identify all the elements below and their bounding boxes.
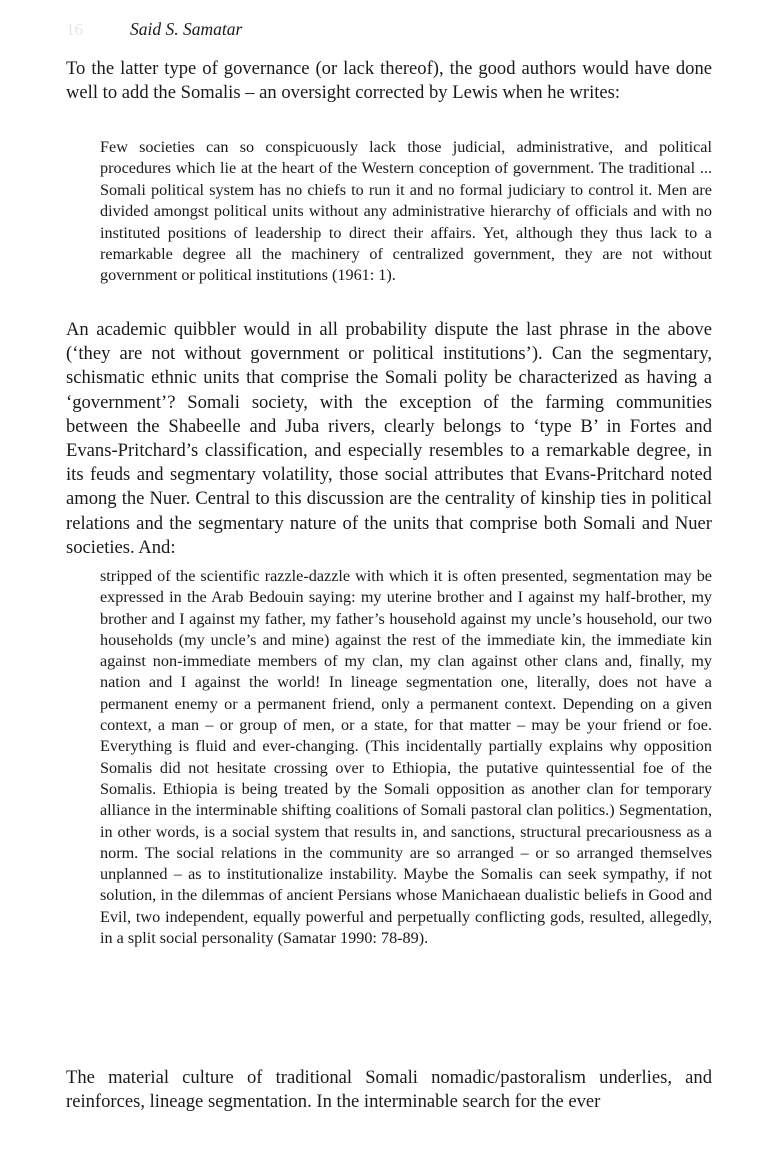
running-head-author: Said S. Samatar: [130, 19, 243, 39]
page-number: 16: [66, 20, 83, 39]
block-quote: stripped of the scientific razzle-dazzle with which it is often presented, segmentation may be expressed in the Arab Bedouin saying: my uterine brother and I against my half-brother, my brother and I against my father, my father’s household against my uncle’s household, our two households (my uncle’s and mine) against the rest of the immediate kin, the immediate kin against non-immediate members of my clan, my clan against other clans and, finally, my nation and I against the world! In lineage segmentation one, literally, does not have a permanent enemy or a permanent friend, only a permanent context. Depending on a given context, a man – or group of men, or a state, for that matter – may be your friend or foe. Everything is fluid and ever-changing. (This incidentally partially explains why opposition Somalis did not hesitate crossing over to Ethiopia, the putative quintessential foe of the Somalis. Ethiopia is being treated by the Somali opposition as another clan for temporary alliance in the interminable shifting coalitions of Somali pastoral clan politics.) Segmentation, in other words, is a social system that results in, and sanctions, structural precariousness as a norm. The social relations in the community are so arranged – or so arranged themselves unplanned – as to institutionalize instability. Maybe the Somalis can seek sympathy, if not solution, in the dilemmas of ancient Persians whose Manichaean dualistic beliefs in Good and Evil, two independent, equally powerful and perpetually conflicting gods, resulted, allegedly, in a split social personality (Samatar 1990: 78-89).: [100, 567, 712, 948]
block-quote: Few societies can so conspicuously lack those judicial, administrative, and political procedures which lie at the heart of the Western conception of government. The traditional ... Somali political system has no chiefs to run it and no formal judiciary to control it. Men are divided amongst political units without any administrative hierarchy of officials and with no instituted positions of leadership to direct their affairs. Yet, although they thus lack to a remarkable degree all the machinery of centralized government, they are not without government or political institutions (1961: 1).: [100, 138, 712, 285]
body-paragraph: The material culture of traditional Somali nomadic/pastoralism underlies, and reinforces, lineage segmentation. In the interminable search for the ever: [66, 1067, 712, 1113]
body-paragraph: To the latter type of governance (or lack thereof), the good authors would have done well to add the Somalis – an oversight corrected by Lewis when he writes:: [66, 58, 712, 104]
body-paragraph: An academic quibbler would in all probability dispute the last phrase in the above (‘they are not without government or political institutions’). Can the segmentary, schismatic ethnic units that comprise the Somali polity be characterized as having a ‘government’? Somali society, with the exception of the farming communities between the Shabeelle and Juba rivers, clearly belongs to ‘type B’ in Fortes and Evans-Pritchard’s classification, and especially resembles to a remarkable degree, in its feuds and segmentary volatility, those social attributes that Evans-Pritchard noted among the Nuer. Central to this discussion are the centrality of kinship ties in political relations and the segmentary nature of the units that comprise both Somali and Nuer societies. And:: [66, 319, 712, 558]
